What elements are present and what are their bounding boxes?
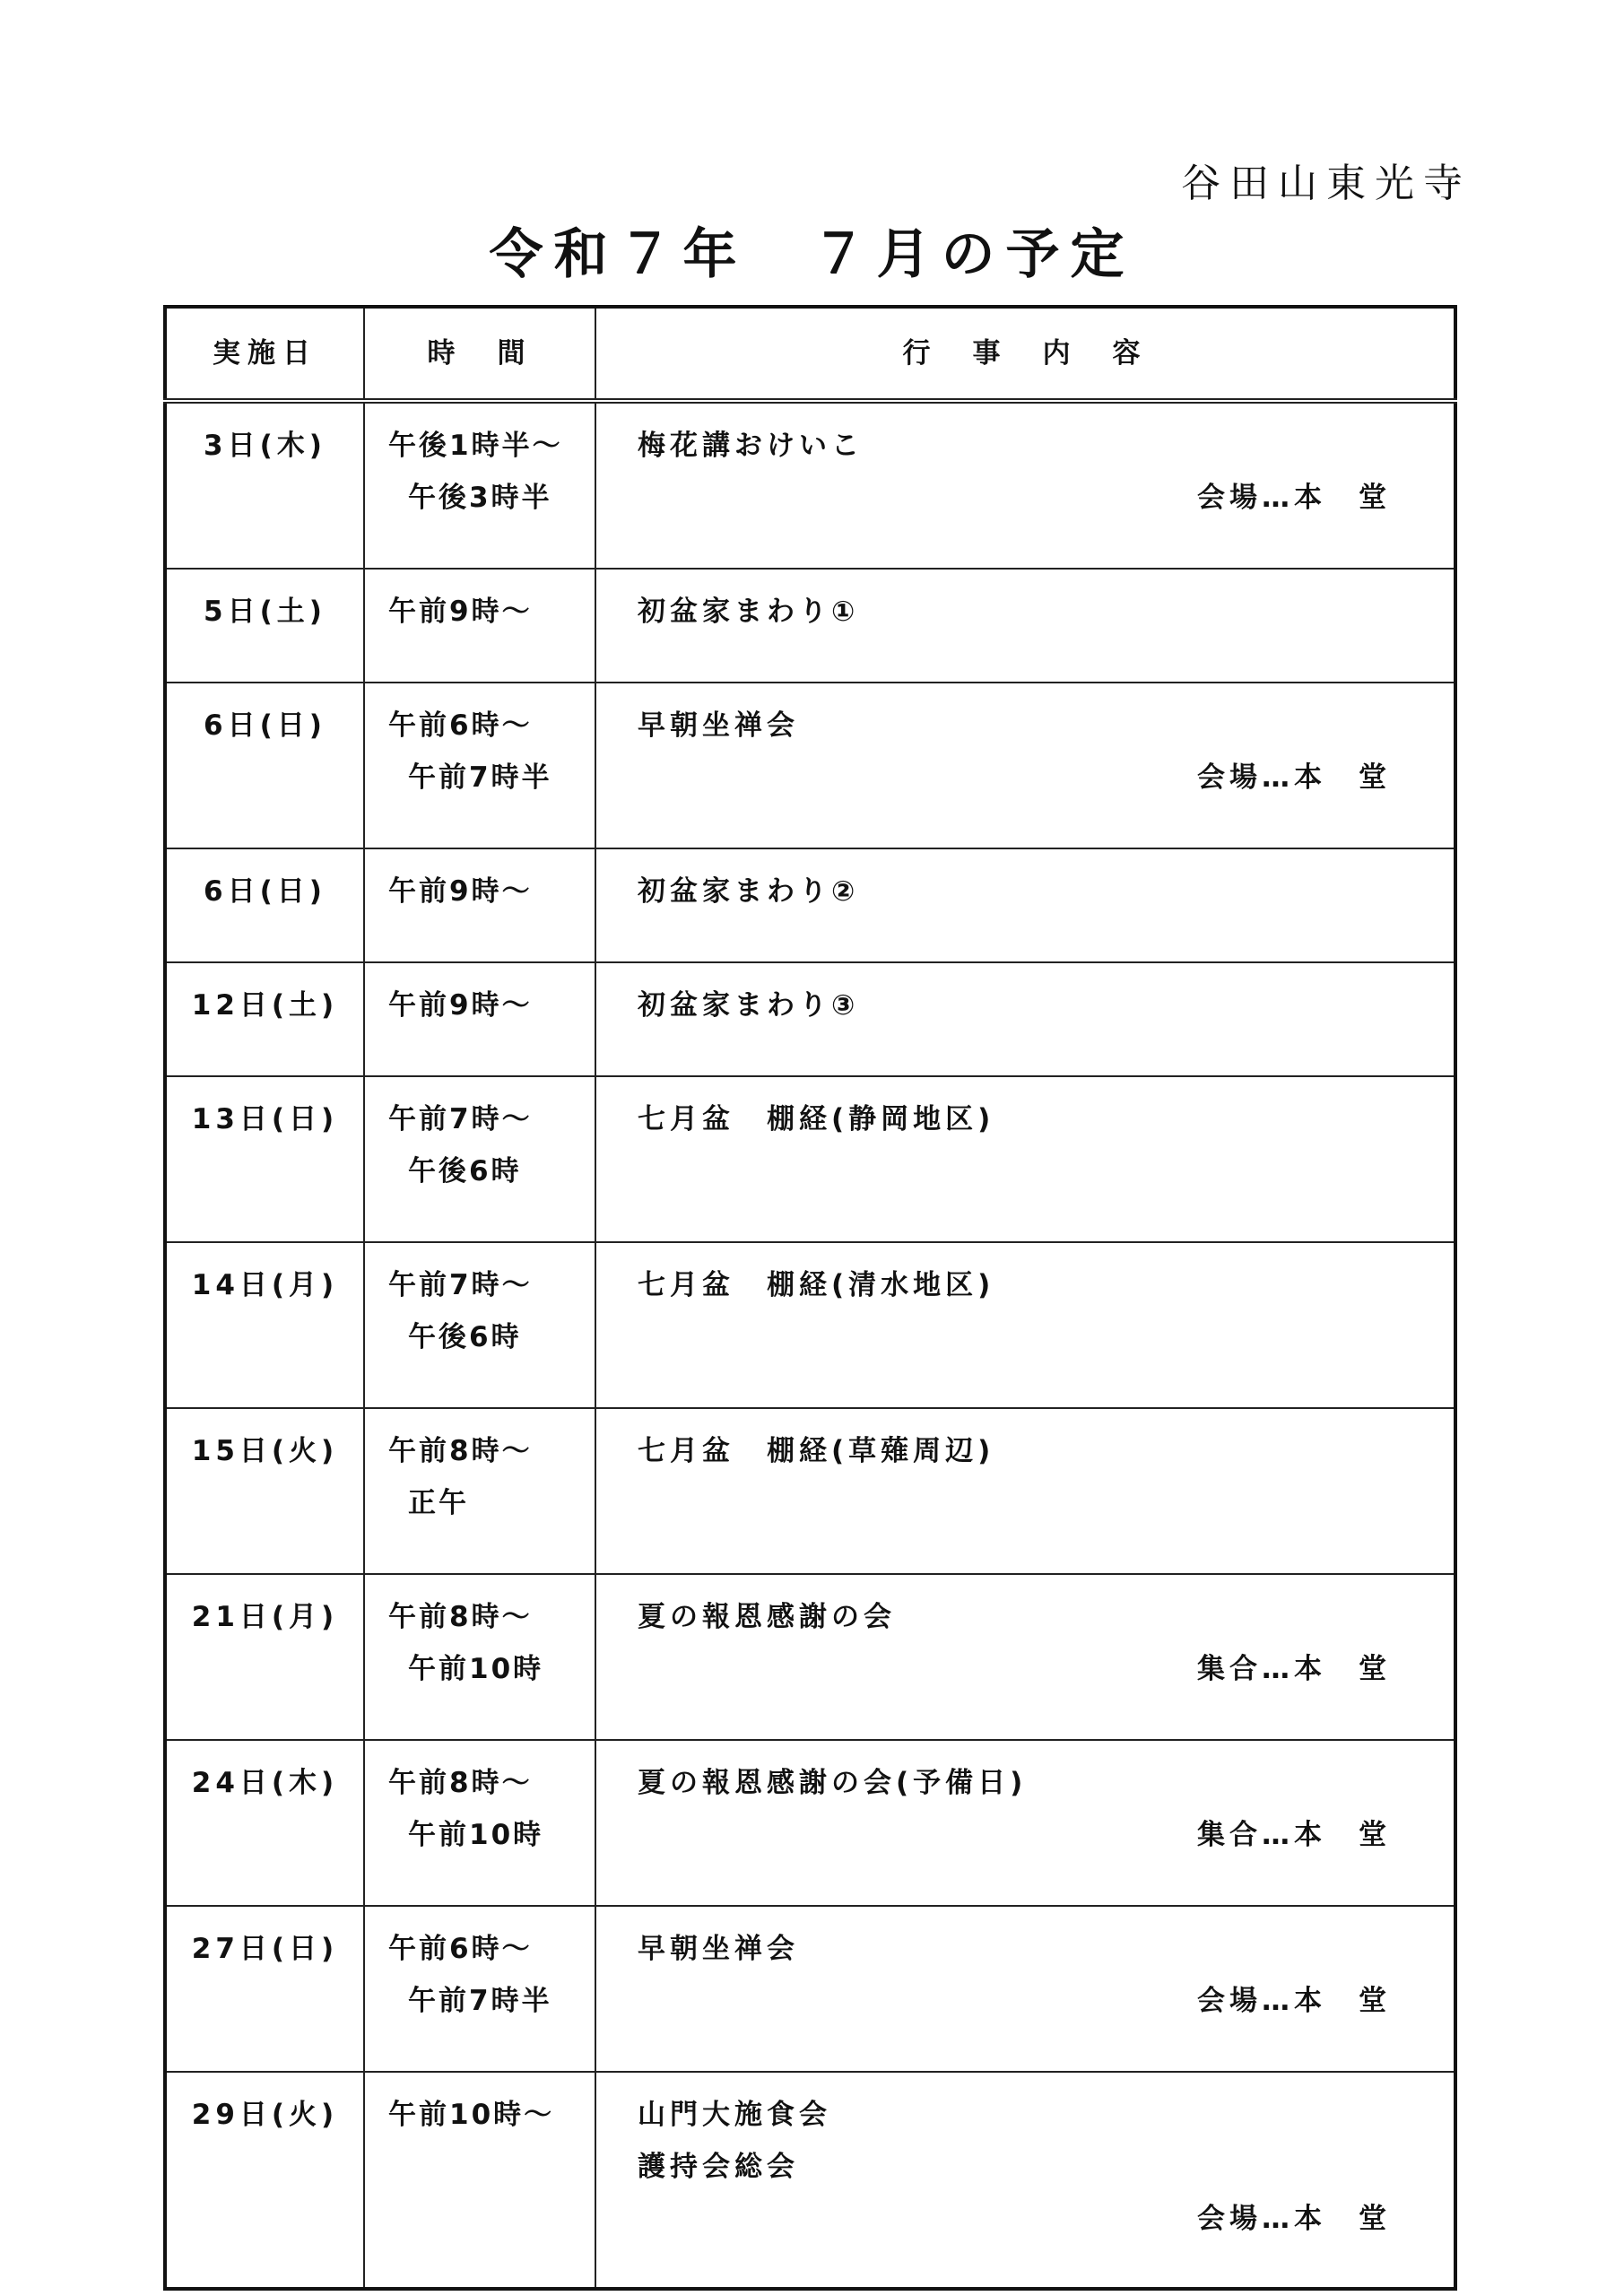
row-event (595, 401, 1455, 569)
schedule-row (165, 848, 1455, 962)
time-end: 午前10時 (408, 1653, 544, 1685)
time-start: 午前10時～ (388, 2099, 555, 2131)
time-start: 午前7時～ (388, 1103, 533, 1135)
time-end: 午前10時 (408, 1819, 544, 1851)
time-end: 午後6時 (408, 1155, 522, 1187)
schedule-table (163, 305, 1457, 2291)
row-time (364, 569, 595, 683)
time-start: 午後1時半～ (388, 430, 563, 462)
row-time (364, 2072, 595, 2289)
event-name: 早朝坐禅会 (638, 1933, 799, 1965)
row-date: 3日(木) (165, 401, 364, 569)
event-name: 夏の報恩感謝の会 (638, 1601, 896, 1633)
event-name: 初盆家まわり① (638, 596, 860, 628)
time-start: 午前9時～ (388, 989, 533, 1022)
header-date: 実施日 (165, 307, 364, 401)
row-event (595, 848, 1455, 962)
event-venue: 集合…本 堂 (1197, 1819, 1391, 1851)
event-venue: 会場…本 堂 (1197, 2203, 1391, 2235)
temple-name: 谷田山東光寺 (1181, 161, 1472, 206)
schedule-row (165, 1906, 1455, 2072)
event-venue: 会場…本 堂 (1197, 1985, 1391, 2017)
row-time (364, 1740, 595, 1906)
schedule-row (165, 962, 1455, 1076)
schedule-row (165, 1242, 1455, 1408)
row-time (364, 962, 595, 1076)
time-end: 正午 (408, 1487, 469, 1519)
row-time (364, 1906, 595, 2072)
row-date: 5日(土) (165, 569, 364, 683)
time-start: 午前6時～ (388, 709, 533, 742)
schedule-row (165, 683, 1455, 848)
event-venue: 会場…本 堂 (1197, 482, 1391, 514)
row-date: 12日(土) (165, 962, 364, 1076)
time-start: 午前8時～ (388, 1767, 533, 1799)
schedule-row (165, 1574, 1455, 1740)
time-start: 午前8時～ (388, 1601, 533, 1633)
time-start: 午前9時～ (388, 875, 533, 908)
row-date: 29日(火) (165, 2072, 364, 2289)
row-event (595, 1076, 1455, 1242)
row-time (364, 1076, 595, 1242)
row-time (364, 1408, 595, 1574)
row-date: 13日(日) (165, 1076, 364, 1242)
row-date: 6日(日) (165, 683, 364, 848)
event-name: 山門大施食会 (638, 2099, 831, 2131)
event-name: 七月盆 棚経(静岡地区) (638, 1103, 995, 1135)
event-name: 七月盆 棚経(清水地区) (638, 1269, 995, 1301)
event-name: 梅花講おけいこ (638, 430, 864, 462)
time-end: 午前7時半 (408, 1985, 552, 2017)
schedule-row (165, 2072, 1455, 2289)
row-event (595, 1906, 1455, 2072)
row-event (595, 1242, 1455, 1408)
time-start: 午前7時～ (388, 1269, 533, 1301)
page-title: 令和７年 ７月の予定 (489, 223, 1135, 286)
schedule-row (165, 569, 1455, 683)
row-event (595, 1574, 1455, 1740)
time-end: 午前7時半 (408, 761, 552, 794)
time-start: 午前9時～ (388, 596, 533, 628)
time-start: 午前8時～ (388, 1435, 533, 1467)
row-date: 15日(火) (165, 1408, 364, 1574)
row-event (595, 1740, 1455, 1906)
schedule-row (165, 1740, 1455, 1906)
event-venue: 会場…本 堂 (1197, 761, 1391, 794)
event-name: 初盆家まわり② (638, 875, 860, 908)
event-name: 夏の報恩感謝の会(予備日) (638, 1767, 1028, 1799)
row-date: 21日(月) (165, 1574, 364, 1740)
header-row (165, 307, 1455, 401)
row-time (364, 1242, 595, 1408)
row-date: 24日(木) (165, 1740, 364, 1906)
event-name: 初盆家まわり③ (638, 989, 860, 1022)
row-date: 6日(日) (165, 848, 364, 962)
row-date: 27日(日) (165, 1906, 364, 2072)
schedule-row (165, 1076, 1455, 1242)
event-name: 七月盆 棚経(草薙周辺) (638, 1435, 995, 1467)
row-event (595, 683, 1455, 848)
event-name: 早朝坐禅会 (638, 709, 799, 742)
row-date: 14日(月) (165, 1242, 364, 1408)
row-event (595, 1408, 1455, 1574)
header-time: 時 間 (364, 307, 595, 401)
row-time (364, 848, 595, 962)
header-event: 行 事 内 容 (595, 307, 1455, 401)
schedule-row (165, 401, 1455, 569)
event-name: 護持会総会 (638, 2151, 799, 2183)
schedule-row (165, 1408, 1455, 1574)
row-time (364, 1574, 595, 1740)
row-event (595, 962, 1455, 1076)
row-time (364, 401, 595, 569)
row-event (595, 569, 1455, 683)
row-time (364, 683, 595, 848)
time-start: 午前6時～ (388, 1933, 533, 1965)
event-venue: 集合…本 堂 (1197, 1653, 1391, 1685)
row-event (595, 2072, 1455, 2289)
time-end: 午後6時 (408, 1321, 522, 1353)
time-end: 午後3時半 (408, 482, 552, 514)
schedule-body (165, 401, 1455, 2289)
